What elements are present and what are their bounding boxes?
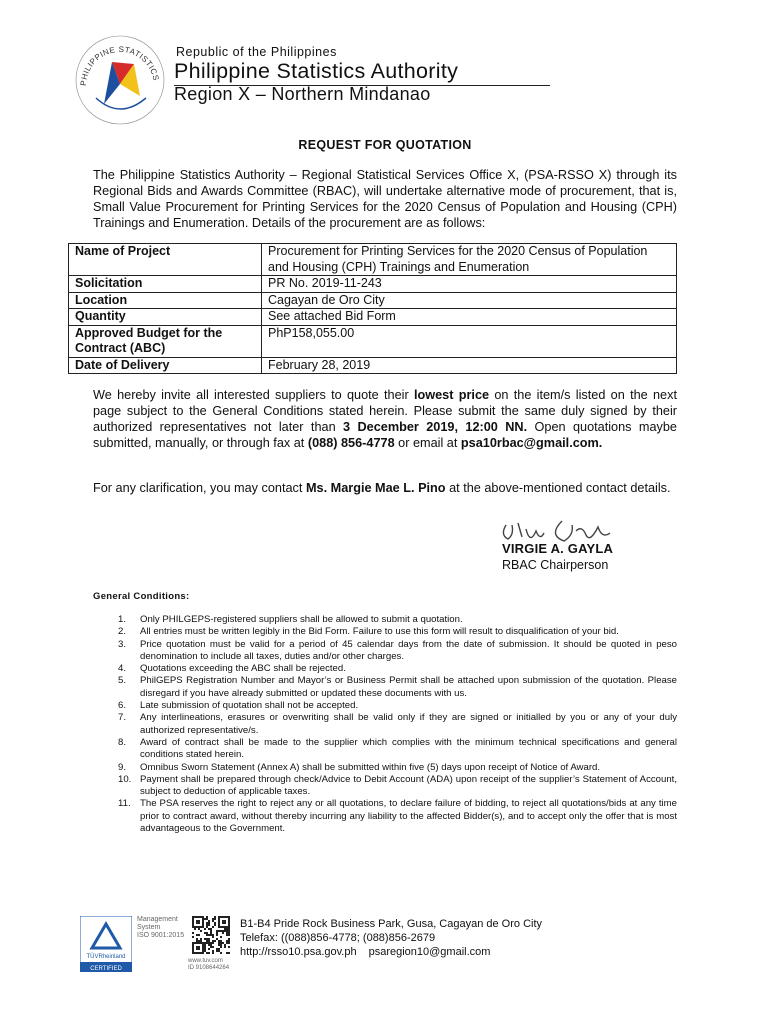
condition-text: Only PHILGEPS-registered suppliers shall be allowed to submit a quotation. <box>140 614 463 625</box>
condition-number: 3. <box>118 638 127 650</box>
signatory-name: VIRGIE A. GAYLA <box>502 541 614 556</box>
condition-text: Price quotation must be valid for a period of 45 calendar days from the date of submission. It should be quoted in peso denomination to include all taxes, duties and/or other charges. <box>140 638 677 662</box>
condition-number: 9. <box>118 761 127 773</box>
details-label: Date of Delivery <box>69 357 262 374</box>
condition-text: Quotations exceeding the ABC shall be rejected. <box>140 663 346 675</box>
footer-email-link[interactable]: psaregion10@gmail.com <box>368 946 491 958</box>
contact-paragraph: For any clarification, you may contact Ms. Margie Mae L. Pino at the above-mentioned contact details. <box>93 481 671 495</box>
condition-item <box>93 639 677 664</box>
republic-line: Republic of the Philippines <box>176 45 337 59</box>
tuv-certified: CERTIFIED <box>90 966 122 972</box>
condition-item <box>93 737 677 762</box>
condition-item <box>93 798 677 835</box>
details-value: See attached Bid Form <box>262 309 677 326</box>
condition-number: 4. <box>118 663 127 675</box>
psa-seal-logo <box>74 34 166 126</box>
condition-text: All entries must be written legibly in the Bid Form. Failure to use this form will result to disqualification of your bid. <box>140 626 619 638</box>
footer-address: B1-B4 Pride Rock Business Park, Gusa, Cagayan de Oro City <box>240 918 543 930</box>
condition-item <box>93 712 677 737</box>
details-row <box>69 309 677 326</box>
condition-item <box>93 700 677 712</box>
details-label: Location <box>69 292 262 309</box>
intro-paragraph: The Philippine Statistics Authority – Regional Statistical Services Office X, (PSA-RSSO X) through its Regional Bids and Awards Committee (RBAC), will undertake alternative mode of procurement, that is, Small Value Procurement for Printing Services for the 2020 Census of Population and Housing (CPH) Trainings and Enumeration. Details of the procurement are as follows: <box>93 168 677 230</box>
qr-code <box>192 916 230 954</box>
condition-text: Late submission of quotation shall not be accepted. <box>140 700 359 712</box>
region-line: Region X – Northern Mindanao <box>174 84 431 104</box>
condition-item <box>93 626 677 638</box>
agency-name: Philippine Statistics Authority <box>174 59 459 83</box>
condition-number: 7. <box>118 712 127 724</box>
footer-website-link[interactable]: http://rsso10.psa.gov.ph <box>240 946 357 958</box>
tuv-certification-logo <box>80 916 132 972</box>
condition-item <box>93 762 677 774</box>
details-row <box>69 276 677 293</box>
condition-item <box>93 774 677 799</box>
condition-text: The PSA reserves the right to reject any or all quotations, to declare failure of bidding, to reject all quotations/bids at any time prior to contract award, without thereby incurring any liability to the affected Bidder(s), and to accept only the offer that is most advantageous to the Government. <box>140 798 677 835</box>
details-value: PhP158,055.00 <box>262 325 677 357</box>
tuv-label: TÜVRheinland <box>86 954 126 960</box>
condition-text: Payment shall be prepared through check/Advice to Debit Account (ADA) upon receipt of the supplier’s Statement of Account, subject to deduction of applicable taxes. <box>140 773 677 798</box>
condition-number: 1. <box>118 614 127 625</box>
condition-number: 5. <box>118 675 127 687</box>
condition-number: 8. <box>118 736 127 748</box>
condition-text: Omnibus Sworn Statement (Annex A) shall be submitted within five (5) days upon receipt of Notice of Award. <box>140 761 601 773</box>
details-row <box>69 357 677 374</box>
condition-number: 10. <box>118 773 132 785</box>
condition-item <box>93 675 677 700</box>
general-conditions-list <box>93 614 677 835</box>
condition-number: 11. <box>118 798 131 810</box>
condition-text: PhilGEPS Registration Number and Mayor’s or Business Permit shall be attached upon submission of the quotation. Please disregard if you have already submitted or updated these documents with us. <box>140 675 677 699</box>
details-label: Name of Project <box>69 244 262 276</box>
general-conditions-heading: General Conditions: <box>93 591 190 602</box>
details-label: Quantity <box>69 309 262 326</box>
details-label: Approved Budget for the Contract (ABC) <box>69 325 262 357</box>
details-value: February 28, 2019 <box>262 357 677 374</box>
iso-standard-text: Management System ISO 9001:2015 <box>137 916 185 939</box>
seal-text: PHILIPPINE STATISTICS <box>78 44 161 87</box>
details-row <box>69 244 677 276</box>
details-row <box>69 292 677 309</box>
document-title: REQUEST FOR QUOTATION <box>298 138 472 152</box>
details-value: Procurement for Printing Services for the 2020 Census of Population and Housing (CPH) Trainings and Enumeration <box>262 244 677 276</box>
condition-item <box>93 663 677 675</box>
condition-text: Any interlineations, erasures or overwriting shall be valid only if they are signed or initialled by you or any of your duly authorized representative/s. <box>140 712 677 736</box>
details-value: Cagayan de Oro City <box>262 292 677 309</box>
qr-caption: www.tuv.com ID 9108644264 <box>188 958 230 971</box>
condition-number: 6. <box>118 700 127 712</box>
details-value: PR No. 2019-11-243 <box>262 276 677 293</box>
procurement-details-table <box>68 243 677 374</box>
signatory-title: RBAC Chairperson <box>502 558 609 572</box>
condition-item <box>93 614 677 626</box>
details-label: Solicitation <box>69 276 262 293</box>
condition-text: Award of contract shall be made to the supplier which complies with the minimum technical specifications and general conditions stated herein. <box>140 736 677 761</box>
footer-telefax: Telefax: ((088)856-4778; (088)856-2679 <box>240 932 436 944</box>
details-row <box>69 325 677 357</box>
invitation-paragraph: We hereby invite all interested suppliers to quote their lowest price on the item/s listed on the next page subject to the General Conditions stated herein. Please submit the same duly signed by their authorized representatives not later than 3 December 2019, 12:00 NN. Open quotations maybe submitted, manually, or through fax at (088) 856-4778 or email at psa10rbac@gmail.com. <box>93 388 677 450</box>
condition-number: 2. <box>118 626 127 638</box>
footer-web-email <box>240 946 490 958</box>
